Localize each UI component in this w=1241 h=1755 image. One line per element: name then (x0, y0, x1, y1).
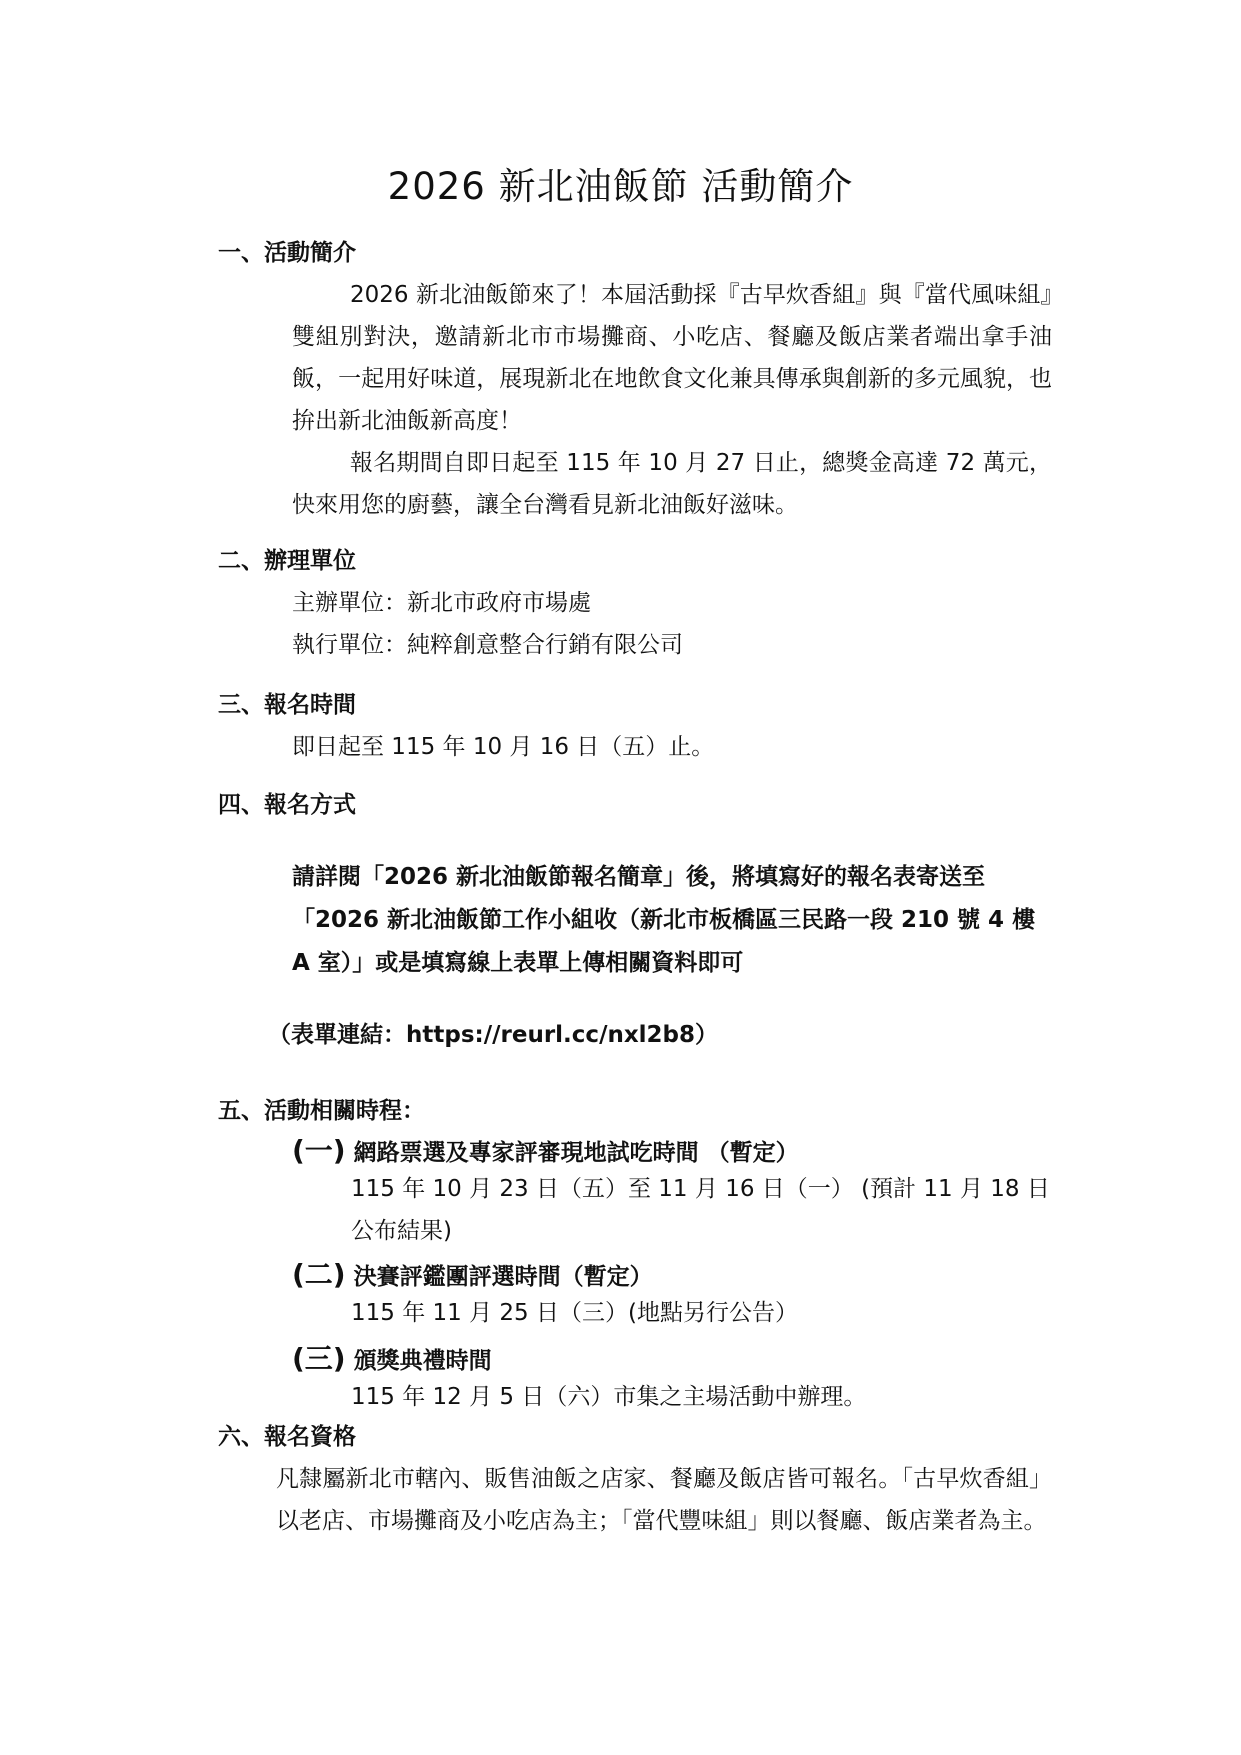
schedule-item-2-number: (二) (292, 1258, 346, 1291)
schedule-item-2-body: 115 年 11 月 25 日（三）(地點另行公告） (351, 1300, 798, 1326)
schedule-item-2-title: 決賽評鑑團評選時間（暫定） (353, 1264, 653, 1290)
eligibility-text: 凡隸屬新北市轄內、販售油飯之店家、餐廳及飯店皆可報名。「古早炊香組」以老店、市場攤商及小吃店為主；「當代豐味組」則以餐廳、飯店業者為主。 (276, 1466, 1052, 1534)
intro-paragraph-1: 2026 新北油飯節來了！本屆活動採『古早炊香組』與『當代風味組』雙組別對決，邀請新北市市場攤商、小吃店、餐廳及飯店業者端出拿手油飯，一起用好味道，展現新北在地飲食文化兼具傳承與創新的多元風貌，也拚出新北油飯新高度！ (292, 282, 1052, 434)
schedule-item-3-body: 115 年 12 月 5 日（六）市集之主場活動中辦理。 (351, 1384, 867, 1410)
intro-paragraph-2: 報名期間自即日起至 115 年 10 月 27 日止，總獎金高達 72 萬元，快來用您的廚藝，讓全台灣看見新北油飯好滋味。 (292, 450, 1052, 518)
section-heading-schedule (218, 1094, 425, 1128)
schedule-item-1-title: 網路票選及專家評審現地試吃時間 （暫定） (353, 1140, 799, 1166)
section-heading-intro: 一、活動簡介 (218, 240, 356, 266)
registration-method-text: 請詳閱「2026 新北油飯節報名簡章」後，將填寫好的報名表寄送至「2026 新北油飯節工作小組收（新北市板橋區三民路一段 210 號 4 樓 A 室）」或是填寫線上表單上傳相關資料即可 (292, 864, 1036, 976)
schedule-item-3-number: (三) (292, 1342, 346, 1375)
executor-line: 執行單位：純粹創意整合行銷有限公司 (292, 632, 683, 658)
schedule-item-3-title: 頒獎典禮時間 (353, 1348, 492, 1374)
registration-period-text: 即日起至 115 年 10 月 16 日（五）止。 (292, 734, 715, 760)
document-title: 2026 新北油飯節 活動簡介 (387, 165, 854, 208)
organizer-line: 主辦單位：新北市政府市場處 (292, 590, 591, 616)
section-heading-registration-period: 三、報名時間 (218, 692, 356, 718)
schedule-item-1-heading (292, 1134, 799, 1170)
schedule-heading-label: 五、活動相關時程： (218, 1098, 425, 1124)
section-heading-registration-method: 四、報名方式 (218, 792, 356, 818)
section-heading-eligibility: 六、報名資格 (218, 1424, 356, 1450)
section-heading-organizers: 二、辦理單位 (218, 548, 356, 574)
schedule-item-1-body: 115 年 10 月 23 日（五）至 11 月 16 日（一） (預計 11 月 18 日公布結果) (351, 1176, 1050, 1244)
schedule-item-1-number: (一) (292, 1134, 346, 1167)
schedule-item-2-heading (292, 1258, 653, 1294)
form-link-text[interactable]: （表單連結：https://reurl.cc/nxl2b8） (268, 1022, 719, 1048)
schedule-item-3-heading (292, 1342, 492, 1378)
